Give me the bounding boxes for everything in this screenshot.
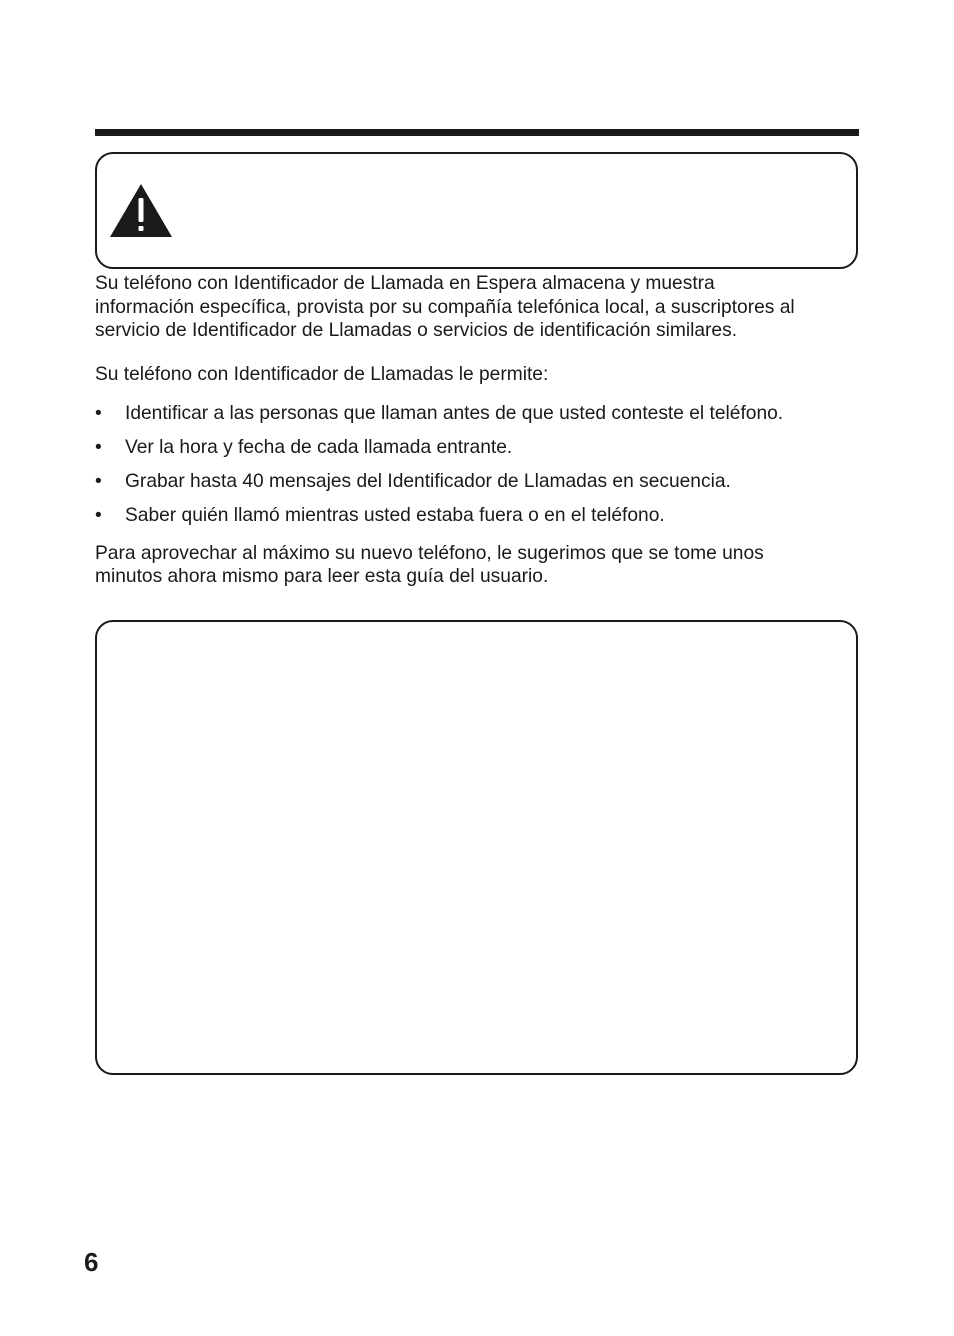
bullet-icon: • — [95, 403, 102, 424]
intro-line: servicio de Identificador de Llamadas o servicios de identificación similares. — [95, 320, 738, 341]
list-item — [95, 470, 865, 494]
closing-paragraph — [95, 542, 865, 589]
list-item — [95, 504, 865, 528]
list-item-text: Grabar hasta 40 mensajes del Identificador de Llamadas en secuencia. — [125, 471, 731, 492]
feature-list — [95, 402, 865, 528]
list-item-text: Ver la hora y fecha de cada llamada entrante. — [125, 437, 513, 458]
closing-line: Para aprovechar al máximo su nuevo teléfono, le sugerimos que se tome unos — [95, 542, 764, 564]
body-text — [95, 272, 865, 589]
intro-paragraph — [95, 272, 865, 343]
bullet-icon: • — [95, 471, 102, 492]
list-item — [95, 436, 865, 460]
top-rule — [95, 129, 859, 136]
bullet-icon: • — [95, 437, 102, 458]
lead-paragraph: Su teléfono con Identificador de Llamadas le permite: — [95, 363, 549, 385]
list-item-text: Saber quién llamó mientras usted estaba fuera o en el teléfono. — [125, 505, 665, 526]
list-item — [95, 402, 865, 426]
warning-triangle-icon — [109, 182, 173, 238]
warning-box — [95, 152, 858, 269]
closing-line: minutos ahora mismo para leer esta guía del usuario. — [95, 566, 549, 587]
intro-line: Su teléfono con Identificador de Llamada en Espera almacena y muestra — [95, 273, 715, 294]
intro-line: información específica, provista por su compañía telefónica local, a suscriptores al — [95, 296, 795, 318]
list-item-text: Identificar a las personas que llaman antes de que usted conteste el teléfono. — [125, 403, 784, 424]
empty-content-box — [95, 620, 858, 1075]
bullet-icon: • — [95, 505, 102, 526]
page-number: 6 — [84, 1247, 99, 1277]
